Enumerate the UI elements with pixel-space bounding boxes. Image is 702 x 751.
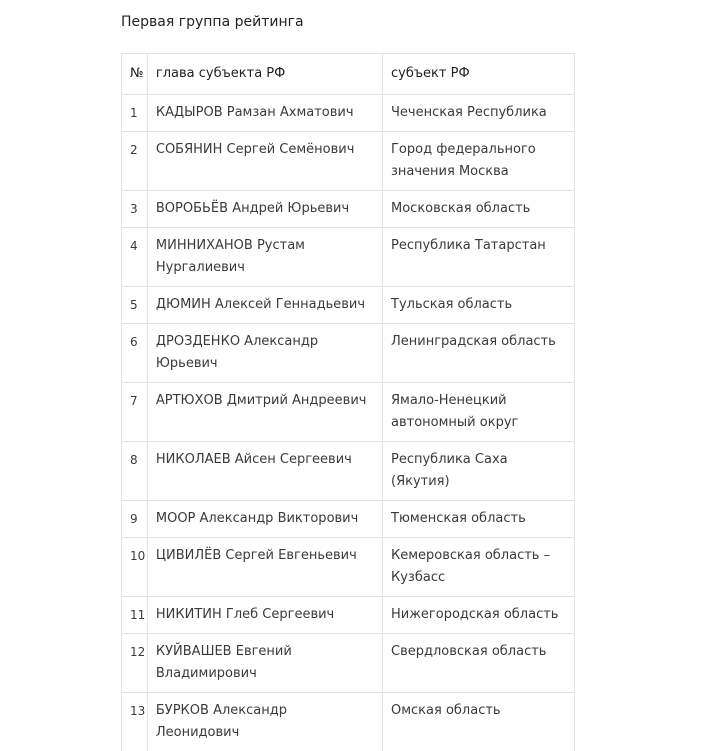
row-head-name: АРТЮХОВ Дмитрий Андреевич [147, 383, 382, 442]
row-number: 5 [122, 287, 148, 324]
row-head-name: КУЙВАШЕВ Евгений Владимирович [147, 634, 382, 693]
row-region-name: Тюменская область [383, 501, 575, 538]
table-row [122, 287, 575, 324]
table-row [122, 191, 575, 228]
row-number: 7 [122, 383, 148, 442]
table-row [122, 501, 575, 538]
row-head-name: ДЮМИН Алексей Геннадьевич [147, 287, 382, 324]
row-head-name: КАДЫРОВ Рамзан Ахматович [147, 95, 382, 132]
row-head-name: МООР Александр Викторович [147, 501, 382, 538]
row-number: 12 [122, 634, 148, 693]
row-region-name: Чеченская Республика [383, 95, 575, 132]
table-row [122, 95, 575, 132]
header-region-head: глава субъекта РФ [147, 54, 382, 95]
row-number: 4 [122, 228, 148, 287]
table-row [122, 383, 575, 442]
table-row [122, 597, 575, 634]
row-number: 8 [122, 442, 148, 501]
row-region-name: Кемеровская область – Кузбасс [383, 538, 575, 597]
row-number: 9 [122, 501, 148, 538]
page-title: Первая группа рейтинга [121, 14, 304, 30]
row-number: 2 [122, 132, 148, 191]
header-region: субъект РФ [383, 54, 575, 95]
table-header-row [122, 54, 575, 95]
row-region-name: Республика Татарстан [383, 228, 575, 287]
rating-table [121, 53, 575, 751]
row-region-name: Ленинградская область [383, 324, 575, 383]
table-row [122, 538, 575, 597]
row-head-name: БУРКОВ Александр Леонидович [147, 693, 382, 751]
table-row [122, 324, 575, 383]
row-head-name: ДРОЗДЕНКО Александр Юрьевич [147, 324, 382, 383]
table-row [122, 634, 575, 693]
row-number: 13 [122, 693, 148, 751]
row-region-name: Нижегородская область [383, 597, 575, 634]
table-row [122, 228, 575, 287]
row-number: 3 [122, 191, 148, 228]
row-region-name: Ямало-Ненецкий автономный округ [383, 383, 575, 442]
table-row [122, 442, 575, 501]
row-region-name: Московская область [383, 191, 575, 228]
row-head-name: НИКИТИН Глеб Сергеевич [147, 597, 382, 634]
row-head-name: МИННИХАНОВ Рустам Нургалиевич [147, 228, 382, 287]
row-region-name: Омская область [383, 693, 575, 751]
row-head-name: НИКОЛАЕВ Айсен Сергеевич [147, 442, 382, 501]
table-row [122, 693, 575, 751]
row-head-name: СОБЯНИН Сергей Семёнович [147, 132, 382, 191]
row-number: 11 [122, 597, 148, 634]
row-head-name: ЦИВИЛЁВ Сергей Евгеньевич [147, 538, 382, 597]
row-region-name: Тульская область [383, 287, 575, 324]
row-number: 1 [122, 95, 148, 132]
row-head-name: ВОРОБЬЁВ Андрей Юрьевич [147, 191, 382, 228]
row-region-name: Республика Саха (Якутия) [383, 442, 575, 501]
row-number: 6 [122, 324, 148, 383]
header-number: № [122, 54, 148, 95]
row-region-name: Город федерального значения Москва [383, 132, 575, 191]
table-row [122, 132, 575, 191]
row-region-name: Свердловская область [383, 634, 575, 693]
row-number: 10 [122, 538, 148, 597]
